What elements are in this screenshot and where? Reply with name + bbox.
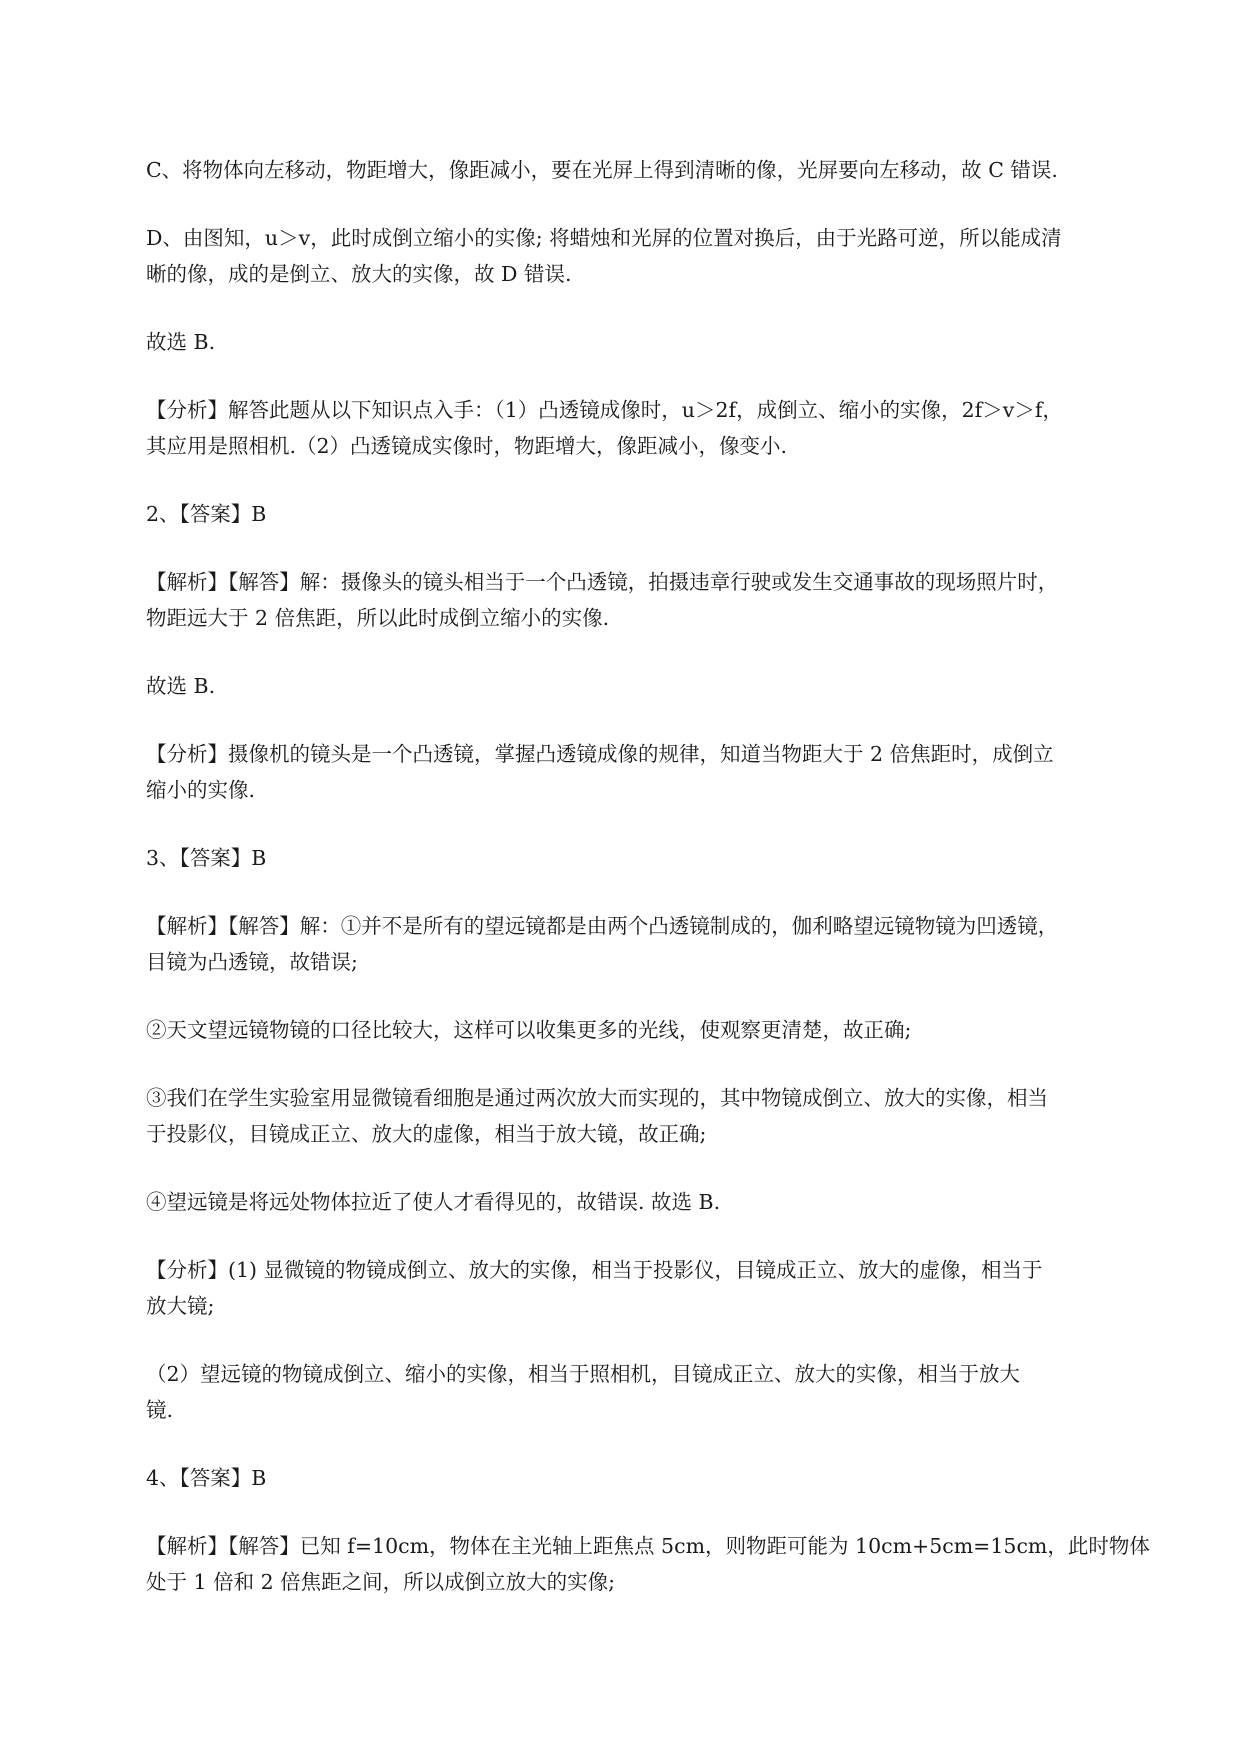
text-line: ②天文望远镜物镜的口径比较大，这样可以收集更多的光线，使观察更清楚，故正确; xyxy=(146,1018,912,1042)
paragraph-answer-3 xyxy=(146,840,1145,876)
paragraph-choice-1 xyxy=(146,324,1145,360)
paragraph-c-option xyxy=(146,152,1145,188)
text-line: 其应用是照相机.（2）凸透镜成实像时，物距增大，像距减小，像变小. xyxy=(146,434,788,458)
paragraph-d-option xyxy=(146,220,1145,292)
text-line: 【分析】解答此题从以下知识点入手：（1）凸透镜成像时，u＞2f，成倒立、缩小的实像，2f＞v＞f， xyxy=(146,398,1063,422)
paragraph-answer-2 xyxy=(146,496,1145,532)
text-line: 4、【答案】B xyxy=(146,1466,267,1490)
text-line: 放大镜; xyxy=(146,1294,215,1318)
text-line: 【分析】(1) 显微镜的物镜成倒立、放大的实像，相当于投影仪，目镜成正立、放大的虚像，相当于 xyxy=(146,1258,1043,1282)
paragraph-solution-3 xyxy=(146,908,1145,980)
text-line: D、由图知，u＞v，此时成倒立缩小的实像; 将蜡烛和光屏的位置对换后，由于光路可逆，所以能成清 xyxy=(146,226,1062,250)
text-line: C、将物体向左移动，物距增大，像距减小，要在光屏上得到清晰的像，光屏要向左移动，故 C 错误. xyxy=(146,158,1058,182)
text-line: ④望远镜是将远处物体拉近了使人才看得见的，故错误. 故选 B. xyxy=(146,1190,721,1214)
paragraph-choice-2 xyxy=(146,668,1145,704)
text-line: （2）望远镜的物镜成倒立、缩小的实像，相当于照相机，目镜成正立、放大的实像，相当于放大 xyxy=(146,1362,1021,1386)
text-line: 【分析】摄像机的镜头是一个凸透镜，掌握凸透镜成像的规律，知道当物距大于 2 倍焦距时，成倒立 xyxy=(146,742,1054,766)
paragraph-answer-4 xyxy=(146,1460,1145,1496)
text-line: 【解析】【解答】解：摄像头的镜头相当于一个凸透镜，拍摄违章行驶或发生交通事故的现场照片时， xyxy=(146,570,1059,594)
paragraph-analysis-3a xyxy=(146,1252,1145,1324)
paragraph-analysis-2 xyxy=(146,736,1145,808)
text-line: 【解析】【解答】已知 f=10cm，物体在主光轴上距焦点 5cm，则物距可能为 10cm+5cm=15cm，此时物体 xyxy=(146,1534,1150,1558)
paragraph-analysis-1 xyxy=(146,392,1145,464)
text-line: 镜. xyxy=(146,1398,174,1422)
paragraph-point-4 xyxy=(146,1184,1145,1220)
text-line: 晰的像，成的是倒立、放大的实像，故 D 错误. xyxy=(146,262,572,286)
paragraph-point-3 xyxy=(146,1080,1145,1152)
paragraph-point-2 xyxy=(146,1012,1145,1048)
text-line: 缩小的实像. xyxy=(146,778,256,802)
paragraph-solution-2 xyxy=(146,564,1145,636)
text-line: 故选 B. xyxy=(146,674,216,698)
text-line: 处于 1 倍和 2 倍焦距之间，所以成倒立放大的实像; xyxy=(146,1570,616,1594)
text-line: 故选 B. xyxy=(146,330,216,354)
text-line: 2、【答案】B xyxy=(146,502,267,526)
paragraph-analysis-3b xyxy=(146,1356,1145,1428)
text-line: 于投影仪，目镜成正立、放大的虚像，相当于放大镜，故正确; xyxy=(146,1122,707,1146)
paragraph-solution-4 xyxy=(146,1528,1150,1600)
text-line: 【解析】【解答】解：①并不是所有的望远镜都是由两个凸透镜制成的，伽利略望远镜物镜为凹透镜， xyxy=(146,914,1059,938)
text-line: 物距远大于 2 倍焦距，所以此时成倒立缩小的实像. xyxy=(146,606,610,630)
text-line: ③我们在学生实验室用显微镜看细胞是通过两次放大而实现的，其中物镜成倒立、放大的实像，相当 xyxy=(146,1086,1048,1110)
text-line: 3、【答案】B xyxy=(146,846,267,870)
text-line: 目镜为凸透镜，故错误; xyxy=(146,950,358,974)
